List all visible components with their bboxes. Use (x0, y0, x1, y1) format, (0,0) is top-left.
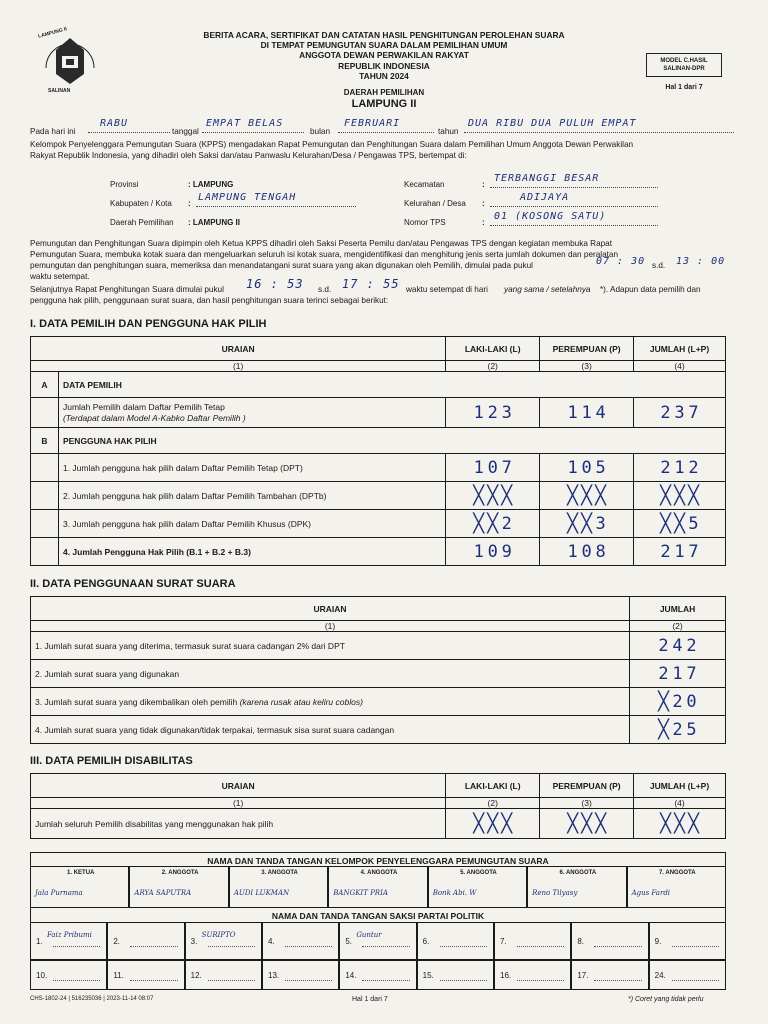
witness-number: 4. (268, 937, 275, 946)
handwritten-digit: 1 (567, 457, 578, 478)
kpps-signature: Bonk Abi. W (432, 889, 477, 897)
witness-number: 2. (113, 937, 120, 946)
cross-mark-icon: ╳ (674, 812, 685, 834)
kpps-title: NAMA DAN TANDA TANGAN KELOMPOK PENYELENGGARA PEMUNGUTAN SUARA (207, 856, 549, 866)
cross-mark-icon: ╳ (473, 484, 485, 506)
logo-text: LAMPUNG II (37, 26, 68, 40)
body-line-1: Pemungutan dan Penghitungan Suara dipimpin oleh Ketua KPPS dihadiri oleh Saksi Peserta Pemilu dan/atau Pengawas TPS dengan kegiatan membuka Rapat (30, 239, 612, 248)
cross-mark-icon: ╳ (660, 512, 671, 534)
handwritten-digit: 0 (686, 691, 697, 712)
witness-signature-cell (262, 922, 339, 960)
provinsi-label: Provinsi (110, 180, 139, 189)
kpps-signature-cell (30, 866, 129, 908)
opening-para-1: Kelompok Penyelenggara Pemungutan Suara (KPPS) mengadakan Rapat Pemungutan dan Penghitungan Suara dalam Pemilihan Umum Anggota Dewan Perwakilan (30, 140, 634, 149)
handwritten-digit: 2 (660, 457, 671, 478)
provinsi-value: : LAMPUNG (188, 180, 234, 189)
cross-mark-icon: ╳ (487, 512, 499, 534)
witness-signature-cell (571, 960, 648, 990)
ss-row-3: 3. Jumlah surat suara yang dikembalikan oleh pemilih (karena rusak atau keliru coblos) (31, 688, 630, 716)
witness-number: 13. (268, 971, 280, 980)
row-label-b4: 4. Jumlah Pengguna Hak Pilih (B.1 + B.2 + B.3) (58, 538, 445, 566)
disabilitas-row: Jumlah seluruh Pemilih disabilitas yang menggunakan hak pilih (31, 809, 446, 839)
witness-signature-cell (649, 922, 726, 960)
cross-mark-icon: ╳ (501, 484, 513, 506)
tps-label: Nomor TPS (404, 218, 446, 227)
cross-mark-icon: ╳ (688, 812, 699, 834)
header-line: REPUBLIK INDONESIA (338, 60, 430, 71)
handwritten-digit: 2 (672, 691, 683, 712)
tanggal-label: tanggal (172, 127, 199, 136)
handwritten-digit: 7 (686, 663, 697, 684)
witness-number: 14. (345, 971, 357, 980)
section-3-title: III. DATA PEMILIH DISABILITAS (30, 755, 193, 767)
witness-number: 1. (36, 937, 43, 946)
witness-signature: SURIPTO (201, 931, 236, 939)
model-code: MODEL C.HASIL (660, 58, 708, 64)
kpps-signature-cell (328, 866, 427, 908)
kpps-role-label: 7. ANGGOTA (658, 870, 696, 876)
kpps-signature: BANGKIT PRIA (333, 889, 388, 897)
handwritten-digit: 1 (674, 541, 685, 562)
handwritten-digit: 1 (672, 663, 683, 684)
cross-mark-icon: ╳ (658, 718, 669, 740)
kpps-role-label: 4. ANGGOTA (360, 870, 398, 876)
cross-mark-icon: ╳ (473, 812, 485, 834)
handwritten-digit: 2 (501, 513, 512, 534)
body-line-2: Pemungutan Suara, membuka kotak suara dan mengeluarkan seluruh isi kotak suara, mengidentifikasi dan menghitung jenis serta jumlah dokumen dan peralatan (30, 250, 619, 259)
witness-number: 6. (422, 937, 430, 946)
cross-mark-icon: ╳ (595, 484, 607, 506)
header-line: ANGGOTA DEWAN PERWAKILAN RAKYAT (299, 50, 469, 61)
tanggal-value: EMPAT BELAS (206, 118, 284, 129)
count-end-time: 17 : 55 (342, 277, 400, 291)
witness-number: 9. (654, 937, 662, 946)
ss-row-4: 4. Jumlah surat suara yang tidak digunakan/tidak terpakai, termasuk sisa surat suara cadangan (31, 716, 630, 744)
witness-signature-cell (30, 922, 107, 960)
witness-signature-cell (417, 960, 494, 990)
handwritten-digit: 2 (660, 402, 671, 423)
model-box (646, 53, 722, 77)
row-label-b1: 1. Jumlah pengguna hak pilih dalam Daftar Pemilih Tetap (DPT) (58, 454, 445, 482)
witness-signature-cell (571, 922, 648, 960)
kpps-signature: Agus Fardi (631, 889, 671, 897)
tps-value: 01 (KOSONG SATU) (494, 211, 607, 222)
witness-signature-cell (30, 960, 107, 990)
handwritten-digit: 2 (658, 635, 669, 656)
ss-row-2: 2. Jumlah surat suara yang digunakan (31, 660, 630, 688)
cross-mark-icon: ╳ (567, 812, 579, 834)
handwritten-digit: 3 (595, 513, 606, 534)
handwritten-digit: 7 (688, 541, 699, 562)
region-title: LAMPUNG II (351, 98, 417, 110)
table-surat-suara: URAIAN JUMLAH (1) (2) 1. Jumlah surat suara yang diterima, termasuk surat suara cadangan 2% dari DPT 2 4 2 2. Jumlah surat suara yang digunakan 2 1 7 3. Jumlah surat suara yang dikembalikan oleh pemilih (karena rusak atau keliru coblos) ╳ 2 0 4. Jumlah surat suara yang tidak digunakan/tidak terpakai, termasuk sisa surat suara cadangan ╳ 2 5 (30, 596, 726, 744)
kecamatan-value: TERBANGGI BESAR (494, 173, 600, 184)
cross-mark-icon: ╳ (487, 812, 499, 834)
handwritten-digit: 1 (473, 541, 484, 562)
kpps-role-label: 1. KETUA (67, 870, 95, 876)
section-1-title: I. DATA PEMILIH DAN PENGGUNA HAK PILIH (30, 318, 267, 330)
end-time: 13 : 00 (676, 256, 726, 267)
witness-signature-cell (339, 922, 416, 960)
cross-mark-icon: ╳ (473, 512, 485, 534)
handwritten-digit: 3 (674, 402, 685, 423)
kpps-role-label: 5. ANGGOTA (460, 870, 497, 876)
footer-page: Hal 1 dari 7 (352, 996, 388, 1003)
handwritten-digit: 1 (567, 402, 578, 423)
kabupaten-label: Kabupaten / Kota (110, 199, 172, 208)
handwritten-digit: 2 (487, 402, 498, 423)
witness-signature: Guntur (356, 931, 382, 939)
witness-signature: Faiz Pribumi (47, 931, 92, 939)
handwritten-digit: 4 (595, 402, 606, 423)
witness-number: 5. (345, 937, 352, 946)
kpps-role-label: 2. ANGGOTA (161, 870, 199, 876)
handwritten-digit: 5 (688, 513, 699, 534)
witness-signature-cell (107, 960, 184, 990)
witness-number: 24. (654, 971, 666, 980)
kabupaten-value: LAMPUNG TENGAH (198, 192, 297, 203)
handwritten-digit: 1 (674, 457, 685, 478)
cross-mark-icon: ╳ (595, 812, 607, 834)
cross-mark-icon: ╳ (688, 484, 699, 506)
handwritten-digit: 1 (581, 402, 592, 423)
cross-mark-icon: ╳ (660, 812, 671, 834)
handwritten-digit: 1 (473, 457, 484, 478)
witness-number: 11. (113, 971, 124, 980)
witness-number: 15. (422, 971, 434, 980)
cross-mark-icon: ╳ (660, 484, 671, 506)
body-line-3: pemungutan dan penghitungan suara, memeriksa dan menandatangani surat suara yang akan digunakan oleh Pemilih, dimulai pada pukul (30, 261, 533, 270)
kpps-role-label: 3. ANGGOTA (261, 870, 298, 876)
a-dpt-t (634, 398, 726, 428)
kpps-signature-cell (627, 866, 726, 908)
kpps-signature-cell (229, 866, 328, 908)
ss-row-1: 1. Jumlah surat suara yang diterima, termasuk surat suara cadangan 2% dari DPT (31, 632, 630, 660)
cross-mark-icon: ╳ (658, 690, 669, 712)
kpps-signature: AUDI LUKMAN (233, 889, 290, 897)
header-line: BERITA ACARA, SERTIFIKAT DAN CATATAN HASIL PENGHITUNGAN PEROLEHAN SUARA (203, 30, 565, 40)
cross-mark-icon: ╳ (674, 512, 685, 534)
kpps-signature-cell (129, 866, 228, 908)
handwritten-digit: 0 (581, 541, 592, 562)
body-line-5: Selanjutnya Rapat Penghitungan Suara dimulai pukul (30, 285, 224, 294)
witness-title: NAMA DAN TANDA TANGAN SAKSI PARTAI POLITIK (271, 911, 485, 921)
cross-mark-icon: ╳ (674, 484, 685, 506)
a-dpt-p (540, 398, 634, 428)
kelurahan-label: Kelurahan / Desa (404, 199, 466, 208)
handwritten-digit: 9 (501, 541, 512, 562)
page-indicator: Hal 1 dari 7 (665, 84, 703, 91)
witness-number: 12. (190, 971, 202, 980)
dapil-label: Daerah Pemilihan (110, 218, 174, 227)
witness-number: 8. (577, 937, 584, 946)
footer-code: CHS-1802-24 | 516235036 | 2023-11-14 08:07 (30, 996, 154, 1002)
kpps-signature-cell (428, 866, 527, 908)
witness-number: 17. (577, 971, 589, 980)
cross-mark-icon: ╳ (581, 812, 593, 834)
region-label: DAERAH PEMILIHAN (343, 88, 425, 97)
handwritten-digit: 1 (567, 541, 578, 562)
handwritten-digit: 2 (658, 663, 669, 684)
cross-mark-icon: ╳ (581, 484, 593, 506)
kecamatan-label: Kecamatan (404, 180, 445, 189)
bulan-value: FEBRUARI (344, 118, 401, 129)
opening-para-2: Rakyat Republik Indonesia, yang dihadiri oleh Saksi dan/atau Panwaslu Kelurahan/Desa / Pengawas TPS, bertempat di: (30, 151, 467, 160)
kpps-signature: Reno Tilyasy (532, 889, 578, 897)
header-line: TAHUN 2024 (359, 70, 409, 81)
handwritten-digit: 8 (595, 541, 606, 562)
table-data-pemilih: URAIAN LAKI-LAKI (L) PEREMPUAN (P) JUMLAH (L+P) (1) (2) (3) (4) A DATA PEMILIH Jumlah Pemilih dalam Daftar Pemilih Tetap (Terdapat dalam Model A-Kabko Daftar Pemilih ) 1 2 3 1 1 4 2 3 7 B PENGGUNA HAK PILIH 1. Jumlah pengguna hak pilih dalam Daftar Pemilih Tetap (DPT) 1 0 7 1 0 5 2 1 2 2. Jumlah pengguna hak pilih dalam Daftar Pemilih Tambahan (DPTb) ╳ ╳ ╳ ╳ ╳ ╳ ╳ ╳ ╳ 3. Jumlah pengguna hak pilih dalam Daftar Pemilih Khusus (DPK) ╳ ╳ 2 ╳ ╳ 3 ╳ ╳ 5 4. Jumlah Pengguna Hak Pilih (B.1 + B.2 + B.3) 1 0 9 1 0 8 2 1 7 (30, 336, 726, 566)
witness-signature-cell (494, 922, 571, 960)
body-line-4: waktu setempat. (30, 272, 90, 281)
table-disabilitas: URAIAN LAKI-LAKI (L) PEREMPUAN (P) JUMLAH (L+P) (1) (2) (3) (4) Jumlah seluruh Pemilih disabilitas yang menggunakan hak pilih ╳ ╳ ╳ ╳ ╳ ╳ ╳ ╳ ╳ (30, 773, 726, 839)
model-sub: SALINAN-DPR (663, 66, 705, 72)
handwritten-digit: 0 (487, 457, 498, 478)
handwritten-digit: 5 (686, 719, 697, 740)
handwritten-digit: 2 (672, 719, 683, 740)
start-time: 07 : 30 (596, 256, 646, 267)
cross-mark-icon: ╳ (487, 484, 499, 506)
tahun-value: DUA RIBU DUA PULUH EMPAT (468, 118, 637, 129)
section-2-title: II. DATA PENGGUNAAN SURAT SUARA (30, 578, 236, 590)
witness-signature-cell (262, 960, 339, 990)
kpps-role-label: 6. ANGGOTA (559, 870, 597, 876)
witness-number: 10. (36, 971, 48, 980)
a-dpt-l (446, 398, 540, 428)
cross-mark-icon: ╳ (567, 484, 579, 506)
handwritten-digit: 0 (487, 541, 498, 562)
pada-hari-label: Pada hari ini (30, 127, 76, 136)
witness-signature-cell (417, 922, 494, 960)
form-header (150, 30, 618, 81)
cross-mark-icon: ╳ (567, 512, 579, 534)
handwritten-digit: 7 (688, 402, 699, 423)
form-page: LAMPUNG II SALINAN BERITA ACARA, SERTIFIKAT DAN CATATAN HASIL PENGHITUNGAN PEROLEHAN SUARA DI TEMPAT PEMUNGUTAN SUARA DALAM PEMILIHAN UMUM ANGGOTA DEWAN PERWAKILAN RAKYAT REPUBLIK INDONESIA TAHUN 2024 DAERAH PEMILIHAN LAMPUNG II MODEL C.HASIL SALINAN-DPR Hal 1 dari 7 Pada hari ini RABU tanggal EMPAT BELAS bulan FEBRUARI tahun DUA RIBU DUA PULUH EMPAT Kelompok Penyelenggara Pemungutan Suara (KPPS) mengadakan Rapat Pemungutan dan Penghitungan Suara dalam Pemilihan Umum Anggota Dewan Perwakilan Rakyat Republik Indonesia, yang dihadiri oleh Saksi dan/atau Panwaslu Kelurahan/Desa / Pengawas TPS, bertempat di: Provinsi : LAMPUNG Kabupaten / Kota : LAMPUNG TENGAH Daerah Pemilihan : LAMPUNG II Kecamatan : TERBANGGI BESAR Kelurahan / Desa : ADIJAYA Nomor TPS : 01 (KOSONG SATU) Pemungutan dan Penghitungan Suara dipimpin oleh Ketua KPPS dihadiri oleh Saksi Peserta Pemilu dan/atau Pengawas TPS dengan kegiatan membuka Rapat Pemungutan Suara, membuka kotak suara dan mengeluarkan seluruh isi kotak suara, mengidentifikasi dan menghitung jenis serta jumlah dokumen dan peralatan pemungutan dan penghitungan suara, memeriksa dan menandatangani surat suara yang akan digunakan oleh Pemilih, dimulai pada pukul 07 : 30 s.d. 13 : 00 waktu setempat. Selanjutnya Rapat Penghitungan Suara dimulai pukul 16 : 53 s.d. 17 : 55 waktu setempat di hari yang sama / setelahnya *). Adapun data pemilih dan pengguna hak pilih, penggunaan surat suara, dan hasil penghitungan suara terinci sebagai berikut: I. DATA PEMILIH DAN PENGGUNA HAK PILIH URAIAN LAKI-LAKI (L) PEREMPUAN (P) JUMLAH (L+P) (1) (2) (3) (4) A DATA PEMILIH Jumlah Pemilih dalam Daftar Pemilih Tetap (Terdapat dalam Model A-Kabko Daftar Pemilih ) 1 2 3 1 1 4 2 3 7 B PENGGUNA HAK PILIH 1. Jumlah pengguna hak pilih dalam Daftar Pemilih Tetap (DPT) 1 0 7 1 0 5 2 1 2 2. Jumlah pengguna hak pilih dalam Daftar Pemilih Tambahan (DPTb) ╳ ╳ ╳ ╳ ╳ ╳ ╳ ╳ ╳ 3. Jumlah pengguna hak pilih dalam Daftar Pemilih Khusus (DPK) ╳ ╳ 2 ╳ ╳ 3 ╳ ╳ 5 4. Jumlah Pengguna Hak Pilih (B.1 + B.2 + B.3) 1 0 9 1 0 8 2 1 7 II. DATA PENGGUNAAN SURAT SUARA URAIAN JUMLAH (1) (2) 1. Jumlah surat suara yang diterima, termasuk surat suara cadangan 2% dari DPT 2 4 2 2. Jumlah surat suara yang digunakan 2 1 7 3. Jumlah surat suara yang dikembalikan oleh pemilih (karena rusak atau keliru coblos) ╳ 2 0 4. Jumlah surat suara yang tidak digunakan/tidak terpakai, termasuk sisa surat suara cadangan ╳ 2 5 III. DATA PEMILIH DISABILITAS URAIAN LAKI-LAKI (L) PEREMPUAN (P) JUMLAH (L+P) (1) (2) (3) (4) Jumlah seluruh Pemilih disabilitas yang menggunakan hak pilih ╳ ╳ ╳ ╳ ╳ ╳ ╳ ╳ ╳ NAMA DAN TANDA TANGAN KELOMPOK PENYELENGGARA PEMUNGUTAN SUARA 1. KETUA Jala Purnama 2. ANGGOTA ARYA SAPUTRA 3. ANGGOTA AUDI LUKMAN 4. ANGGOTA BANGKIT PRIA 5. ANGGOTA Bonk Abi. W 6. ANGGOTA Reno Tilyasy 7. ANGGOTA Agus Fardi NAMA DAN TANDA TANGAN SAKSI PARTAI POLITIK 1. Faiz Pribumi 2. 3. SURIPTO 4. 5. Guntur 6. 7. 8. 9. 10. 11. 12. 13. 14. 15. 16. 17. 24. CHS-1802-24 | 516235036 | 2023-11-14 08:07 Hal 1 dari 7 *) Coret yang tidak perlu (0, 0, 768, 1024)
witness-number: 7. (500, 937, 507, 946)
logo-caption: SALINAN (48, 88, 71, 94)
kpps-signature: Jala Purnama (35, 889, 83, 897)
witness-number: 16. (500, 971, 512, 980)
cross-mark-icon: ╳ (501, 812, 513, 834)
witness-signature-cell (107, 922, 184, 960)
dapil-value: : LAMPUNG II (188, 218, 240, 227)
footer-note: *) Coret yang tidak perlu (628, 996, 704, 1003)
row-label-b2: 2. Jumlah pengguna hak pilih dalam Daftar Pemilih Tambahan (DPTb) (58, 482, 445, 510)
handwritten-digit: 1 (473, 402, 484, 423)
body-line-6: pengguna hak pilih, penggunaan surat suara, dan hasil penghitungan suara terinci sebagai berikut: (30, 296, 389, 305)
witness-signature-cell (185, 960, 262, 990)
hari-value: RABU (100, 118, 129, 129)
handwritten-digit: 4 (672, 635, 683, 656)
handwritten-digit: 2 (686, 635, 697, 656)
handwritten-digit: 7 (501, 457, 512, 478)
handwritten-digit: 2 (688, 457, 699, 478)
handwritten-digit: 0 (581, 457, 592, 478)
row-label-dpt: Jumlah Pemilih dalam Daftar Pemilih Tetap (62, 401, 225, 412)
witness-signature-cell (494, 960, 571, 990)
bulan-label: bulan (310, 127, 331, 136)
kpps-signature-cell (527, 866, 626, 908)
witness-signature-cell (339, 960, 416, 990)
kelurahan-value: ADIJAYA (520, 192, 570, 203)
witness-signature-cell (185, 922, 262, 960)
witness-signature-cell (649, 960, 726, 990)
handwritten-digit: 5 (595, 457, 606, 478)
handwritten-digit: 2 (660, 541, 671, 562)
count-start-time: 16 : 53 (246, 277, 304, 291)
header-line: DI TEMPAT PEMUNGUTAN SUARA DALAM PEMILIHAN UMUM (260, 40, 508, 51)
cross-mark-icon: ╳ (581, 512, 593, 534)
tahun-label: tahun (438, 127, 459, 136)
kpps-signature: ARYA SAPUTRA (134, 889, 192, 897)
witness-number: 3. (190, 937, 198, 946)
handwritten-digit: 3 (501, 402, 512, 423)
row-label-b3: 3. Jumlah pengguna hak pilih dalam Daftar Pemilih Khusus (DPK) (58, 510, 445, 538)
